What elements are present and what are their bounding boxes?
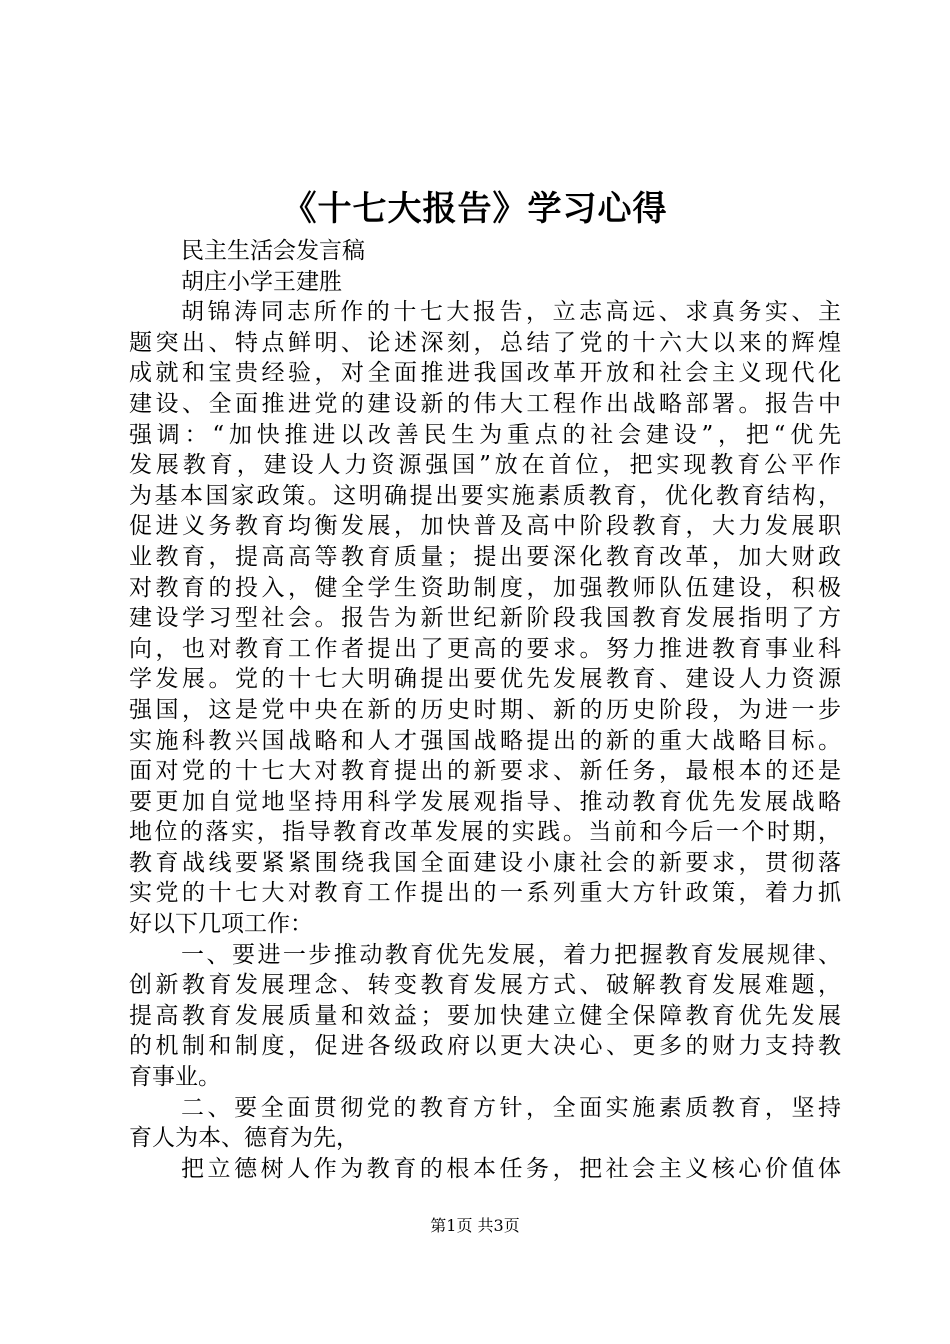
text-line: 向，也对教育工作者提出了更高的要求。努力推进教育事业科 [129, 635, 841, 662]
text-line: 学发展。党的十七大明确提出要优先发展教育、建设人力资源 [129, 666, 841, 693]
text-line: 成就和宝贵经验，对全面推进我国改革开放和社会主义现代化 [129, 360, 841, 387]
text-line: 教育战线要紧紧围绕我国全面建设小康社会的新要求，贯彻落 [129, 849, 841, 876]
text-line: 民主生活会发言稿 [181, 238, 365, 264]
text-line: 二、要全面贯彻党的教育方针，全面实施素质教育，坚持 [181, 1094, 841, 1121]
text-line: 胡庄小学王建胜 [181, 268, 342, 295]
text-line: 对教育的投入，健全学生资助制度，加强教师队伍建设，积极 [129, 574, 841, 601]
text-line: 的机制和制度，促进各级政府以更大决心、更多的财力支持教 [129, 1033, 841, 1060]
text-line: 为基本国家政策。这明确提出要实施素质教育，优化教育结构， [129, 482, 841, 509]
text-line: 提高教育发展质量和效益；要加快建立健全保障教育优先发展 [129, 1002, 841, 1029]
text-line: 实施科教兴国战略和人才强国战略提出的新的重大战略目标。 [129, 727, 841, 754]
text-line: 强调：“加快推进以改善民生为重点的社会建设”，把“优先 [129, 421, 841, 448]
text-line: 育事业。 [129, 1064, 221, 1091]
text-line: 建设、全面推进党的建设新的伟大工程作出战略部署。报告中 [129, 390, 841, 417]
text-line: 创新教育发展理念、转变教育发展方式、破解教育发展难题， [129, 972, 841, 999]
text-line: 要更加自觉地坚持用科学发展观指导、推动教育优先发展战略 [129, 788, 841, 815]
text-line: 强国，这是党中央在新的历史时期、新的历史阶段，为进一步 [129, 696, 841, 723]
text-line: 业教育，提高高等教育质量；提出要深化教育改革，加大财政 [129, 543, 841, 570]
text-line: 育人为本、德育为先， [129, 1125, 359, 1152]
text-line: 建设学习型社会。报告为新世纪新阶段我国教育发展指明了方 [129, 605, 841, 632]
text-line: 好以下几项工作： [129, 911, 313, 938]
text-line: 发展教育，建设人力资源强国”放在首位，把实现教育公平作 [129, 452, 841, 479]
text-line: 面对党的十七大对教育提出的新要求、新任务，最根本的还是 [129, 758, 841, 785]
document-body [129, 236, 841, 1184]
text-line: 题突出、特点鲜明、论述深刻，总结了党的十六大以来的辉煌 [129, 329, 841, 356]
page-footer: 第1页 共3页 [430, 1216, 520, 1235]
text-line: 实党的十七大对教育工作提出的一系列重大方针政策，着力抓 [129, 880, 841, 907]
text-line: 胡锦涛同志所作的十七大报告，立志高远、求真务实、主 [181, 299, 841, 326]
text-line: 地位的落实，指导教育改革发展的实践。当前和今后一个时期， [129, 819, 841, 846]
text-line: 促进义务教育均衡发展，加快普及高中阶段教育，大力发展职 [129, 513, 841, 540]
document-title: 《十七大报告》学习心得 [282, 189, 668, 229]
text-line: 一、要进一步推动教育优先发展，着力把握教育发展规律、 [181, 941, 841, 968]
text-line: 把立德树人作为教育的根本任务，把社会主义核心价值体 [181, 1155, 841, 1182]
